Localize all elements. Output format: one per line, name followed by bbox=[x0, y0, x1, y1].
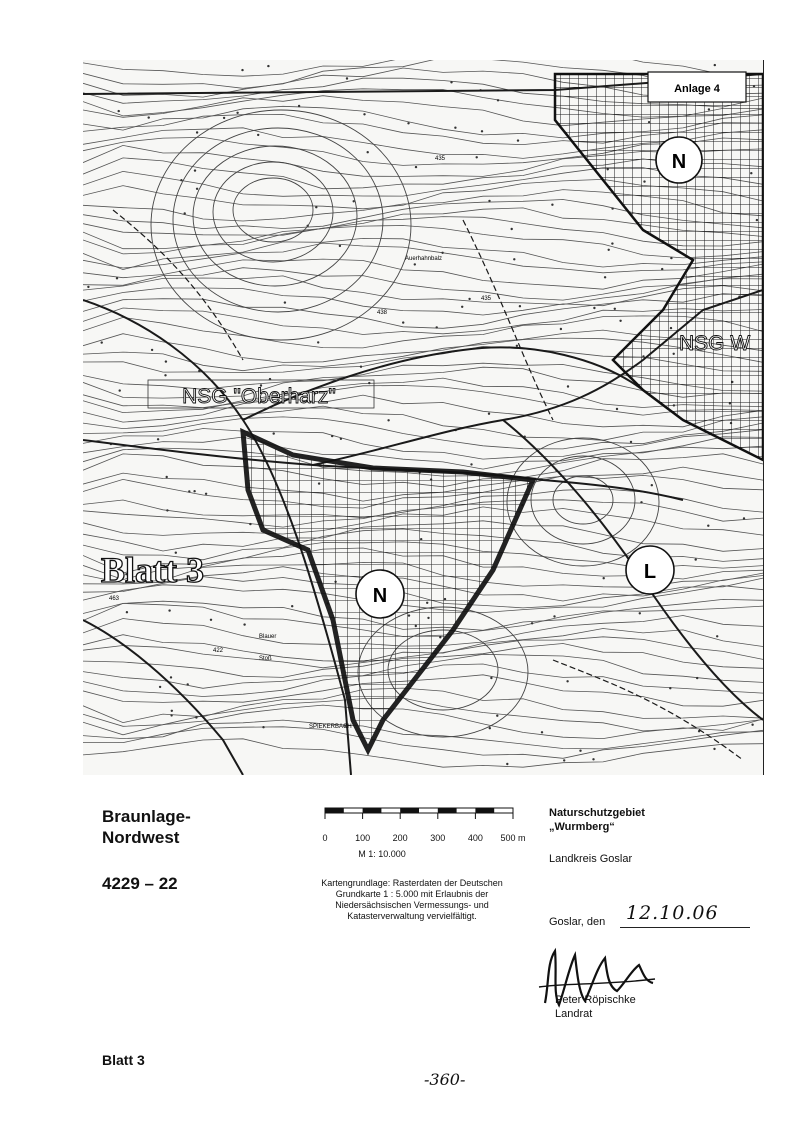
sheet-footer-label: Blatt 3 bbox=[102, 1052, 145, 1068]
credits-line: Katasterverwaltung vervielfältigt. bbox=[347, 911, 477, 921]
contour-line bbox=[83, 406, 763, 440]
tree-symbol bbox=[743, 517, 745, 519]
tree-symbol bbox=[267, 65, 269, 67]
tree-symbol bbox=[387, 419, 389, 421]
tree-symbol bbox=[490, 677, 492, 679]
tree-symbol bbox=[707, 525, 709, 527]
tree-symbol bbox=[553, 615, 555, 617]
tree-symbol bbox=[603, 577, 605, 579]
tree-symbol bbox=[273, 432, 275, 434]
tree-symbol bbox=[511, 228, 513, 230]
tree-symbol bbox=[339, 245, 341, 247]
tree-symbol bbox=[315, 206, 317, 208]
tree-symbol bbox=[488, 200, 490, 202]
tree-symbol bbox=[506, 763, 508, 765]
tree-symbol bbox=[630, 441, 632, 443]
scale-tick-label: 200 bbox=[392, 833, 408, 843]
tree-symbol bbox=[223, 117, 225, 119]
tree-symbol bbox=[159, 686, 161, 688]
tree-symbol bbox=[166, 476, 168, 478]
contour-line bbox=[83, 268, 763, 300]
tree-symbol bbox=[713, 748, 715, 750]
contour-line bbox=[83, 720, 763, 749]
scale-bar bbox=[300, 805, 540, 865]
sheet-number: 4229 – 22 bbox=[102, 874, 178, 893]
signer-name: Peter Röpischke bbox=[555, 994, 636, 1006]
tree-symbol bbox=[236, 112, 238, 114]
tree-symbol bbox=[436, 326, 438, 328]
tree-symbol bbox=[363, 113, 365, 115]
tree-symbol bbox=[560, 328, 562, 330]
tree-symbol bbox=[243, 623, 245, 625]
tree-symbol bbox=[184, 212, 186, 214]
tree-symbol bbox=[164, 374, 166, 376]
nsg-label-right: NSG W bbox=[679, 332, 751, 355]
tree-symbol bbox=[317, 341, 319, 343]
tree-symbol bbox=[193, 490, 195, 492]
tree-symbol bbox=[257, 134, 259, 136]
zone-symbol-letter: N bbox=[372, 585, 388, 607]
place-label: Auerhahnbalz bbox=[405, 256, 443, 262]
tree-symbol bbox=[195, 716, 197, 718]
scale-tick-label: 300 bbox=[430, 833, 446, 843]
tree-symbol bbox=[298, 105, 300, 107]
tree-symbol bbox=[165, 360, 167, 362]
tree-symbol bbox=[516, 345, 518, 347]
tree-symbol bbox=[614, 308, 616, 310]
reserve-name-line: „Wurmberg“ bbox=[549, 821, 615, 833]
tree-symbol bbox=[187, 683, 189, 685]
tree-symbol bbox=[171, 710, 173, 712]
scale-ratio: M 1: 10.000 bbox=[358, 849, 406, 859]
tree-symbol bbox=[415, 166, 417, 168]
tree-symbol bbox=[414, 263, 416, 265]
tree-symbol bbox=[496, 715, 498, 717]
tree-symbol bbox=[661, 268, 663, 270]
sheet-label-map: Blatt 3 bbox=[101, 550, 204, 590]
tree-symbol bbox=[126, 611, 128, 613]
tree-symbol bbox=[489, 727, 491, 729]
credits-line: Niedersächsischen Vermessungs- und bbox=[335, 900, 489, 910]
tree-symbol bbox=[101, 341, 103, 343]
credits-line: Kartengrundlage: Rasterdaten der Deutschen bbox=[321, 878, 503, 888]
contour-line bbox=[83, 705, 763, 739]
tree-symbol bbox=[517, 139, 519, 141]
annex-label: Anlage 4 bbox=[674, 83, 720, 95]
tree-symbol bbox=[241, 69, 243, 71]
tree-symbol bbox=[611, 242, 613, 244]
tree-symbol bbox=[368, 382, 370, 384]
tree-symbol bbox=[196, 188, 198, 190]
tree-symbol bbox=[461, 306, 463, 308]
tree-symbol bbox=[695, 558, 697, 560]
tree-symbol bbox=[639, 612, 641, 614]
map-canvas bbox=[83, 60, 763, 775]
tree-symbol bbox=[205, 493, 207, 495]
contour-line bbox=[83, 675, 763, 706]
tree-symbol bbox=[541, 731, 543, 733]
zone-symbol-n-upper bbox=[656, 137, 702, 183]
map-credits bbox=[292, 878, 532, 922]
tree-symbol bbox=[751, 724, 753, 726]
signer bbox=[555, 993, 636, 1021]
tree-symbol bbox=[670, 257, 672, 259]
height-label: 438 bbox=[377, 310, 388, 316]
tree-symbol bbox=[608, 249, 610, 251]
contour-line bbox=[83, 698, 763, 731]
scale-tick-label: 400 bbox=[467, 833, 483, 843]
contour-line bbox=[83, 276, 763, 305]
tree-symbol bbox=[170, 676, 172, 678]
tree-symbol bbox=[604, 276, 606, 278]
tree-symbol bbox=[119, 389, 121, 391]
height-label: 422 bbox=[213, 648, 224, 654]
tree-symbol bbox=[346, 77, 348, 79]
reserve-name bbox=[549, 806, 645, 834]
date-line bbox=[620, 927, 750, 928]
handwritten-date: 12.10.06 bbox=[626, 902, 719, 924]
district: Landkreis Goslar bbox=[549, 853, 633, 865]
tree-symbol bbox=[669, 687, 671, 689]
tree-symbol bbox=[180, 179, 182, 181]
tree-symbol bbox=[170, 714, 172, 716]
tree-symbol bbox=[519, 305, 521, 307]
height-label: 435 bbox=[481, 296, 492, 302]
tree-symbol bbox=[284, 301, 286, 303]
tree-symbol bbox=[249, 523, 251, 525]
tree-symbol bbox=[579, 750, 581, 752]
tree-symbol bbox=[151, 349, 153, 351]
tree-symbol bbox=[716, 635, 718, 637]
tree-symbol bbox=[450, 81, 452, 83]
topographic-map bbox=[83, 60, 764, 775]
tree-symbol bbox=[168, 609, 170, 611]
tree-symbol bbox=[210, 619, 212, 621]
tree-symbol bbox=[566, 680, 568, 682]
tree-symbol bbox=[360, 366, 362, 368]
tree-symbol bbox=[148, 116, 150, 118]
tree-symbol bbox=[441, 252, 443, 254]
tree-symbol bbox=[367, 151, 369, 153]
tree-symbol bbox=[513, 258, 515, 260]
page-number: -360- bbox=[424, 1070, 466, 1089]
sheet-name-line: Braunlage- bbox=[102, 807, 191, 826]
height-label: 435 bbox=[435, 156, 446, 162]
tree-symbol bbox=[196, 131, 198, 133]
tree-symbol bbox=[696, 677, 698, 679]
place-label: SPIEKERBACH bbox=[309, 724, 352, 730]
tree-symbol bbox=[331, 435, 333, 437]
tree-symbol bbox=[118, 110, 120, 112]
contour-line bbox=[83, 417, 763, 449]
tree-symbol bbox=[262, 726, 264, 728]
tree-symbol bbox=[616, 408, 618, 410]
tree-symbol bbox=[454, 127, 456, 129]
tree-symbol bbox=[651, 484, 653, 486]
height-label: 463 bbox=[109, 596, 120, 602]
signer-title: Landrat bbox=[555, 1008, 593, 1020]
tree-symbol bbox=[714, 64, 716, 66]
scale-bar-graphic bbox=[300, 805, 540, 829]
nsg-label: NSG "Oberharz" bbox=[182, 385, 336, 408]
tree-symbol bbox=[87, 286, 89, 288]
scale-tick-label: 500 m bbox=[500, 833, 526, 843]
nature-reserve-zone-right bbox=[555, 74, 763, 460]
tree-symbol bbox=[531, 622, 533, 624]
reserve-name-line: Naturschutzgebiet bbox=[549, 807, 645, 819]
contour-line bbox=[83, 688, 763, 723]
scale-tick-label: 0 bbox=[322, 833, 328, 843]
tree-symbol bbox=[468, 298, 470, 300]
contour-line bbox=[83, 739, 763, 767]
tree-symbol bbox=[592, 758, 594, 760]
tree-symbol bbox=[640, 501, 642, 503]
sheet-name-line: Nordwest bbox=[102, 828, 180, 847]
tree-symbol bbox=[481, 130, 483, 132]
zone-symbol-n-center bbox=[356, 570, 404, 618]
zone-symbol-letter: N bbox=[671, 151, 687, 173]
tree-symbol bbox=[619, 320, 621, 322]
contour-line bbox=[83, 429, 763, 460]
tree-symbol bbox=[611, 207, 613, 209]
place-label: Blauer bbox=[259, 634, 277, 640]
tree-symbol bbox=[157, 438, 159, 440]
tree-symbol bbox=[470, 463, 472, 465]
tree-symbol bbox=[567, 385, 569, 387]
place-date-label: Goslar, den bbox=[549, 916, 606, 928]
tree-symbol bbox=[194, 169, 196, 171]
place-label: Stoß bbox=[259, 656, 272, 662]
tree-symbol bbox=[497, 99, 499, 101]
tree-symbol bbox=[291, 605, 293, 607]
zone-symbol-letter: L bbox=[643, 561, 657, 583]
tree-symbol bbox=[340, 438, 342, 440]
sheet-name bbox=[102, 806, 262, 848]
tree-symbol bbox=[563, 759, 565, 761]
tree-symbol bbox=[188, 490, 190, 492]
tree-symbol bbox=[407, 122, 409, 124]
credits-line: Grundkarte 1 : 5.000 mit Erlaubnis der bbox=[335, 889, 489, 899]
zone-symbol-l bbox=[626, 546, 674, 594]
tree-symbol bbox=[488, 413, 490, 415]
scale-tick-label: 100 bbox=[355, 833, 371, 843]
tree-symbol bbox=[551, 204, 553, 206]
tree-symbol bbox=[476, 156, 478, 158]
tree-symbol bbox=[593, 307, 595, 309]
tree-symbol bbox=[166, 509, 168, 511]
tree-symbol bbox=[402, 321, 404, 323]
tree-symbol bbox=[116, 277, 118, 279]
